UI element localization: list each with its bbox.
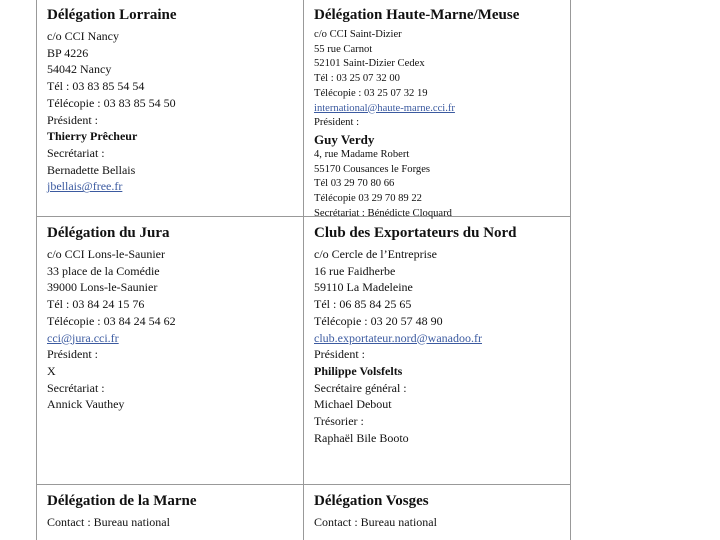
phone-line: Tél : 03 83 85 54 54 [47, 79, 145, 94]
contact-name: Raphaël Bile Booto [314, 430, 409, 445]
president-name: Thierry Prêcheur [47, 129, 138, 144]
email-link[interactable]: jbellais@free.fr [47, 179, 123, 194]
contact-name: Michael Debout [314, 397, 392, 412]
phone-line: Tél : 06 85 84 25 65 [314, 297, 412, 312]
cell-delegation-marne [47, 492, 197, 531]
contact-line: Contact : Bureau national [47, 515, 170, 529]
secretariat-line: Secrétariat : Bénédicte Cloquard [314, 207, 452, 219]
role-label: Président : [47, 112, 98, 127]
role-label: Secrétaire général : [314, 380, 407, 395]
phone-line: Tél : 03 84 24 15 76 [47, 297, 145, 312]
fax-line: Télécopie : 03 84 24 54 62 [47, 313, 176, 328]
contact-name: Bernadette Bellais [47, 162, 136, 177]
contact-line: Contact : Bureau national [314, 515, 437, 529]
cell-club-exportateurs-nord [314, 224, 517, 446]
address-line: 4, rue Madame Robert [314, 148, 410, 160]
cell-title: Délégation Vosges [314, 493, 429, 509]
row-divider [36, 484, 570, 485]
fax-line: Télécopie : 03 20 57 48 90 [314, 313, 443, 328]
address-line: 59110 La Madeleine [314, 280, 413, 295]
cell-title: Délégation Haute-Marne/Meuse [314, 7, 520, 23]
cell-title: Délégation Lorraine [47, 7, 177, 23]
role-label: Président : [314, 347, 365, 362]
cell-delegation-vosges [314, 492, 437, 531]
fax-line: Télécopie : 03 83 85 54 50 [47, 95, 176, 110]
cell-delegation-lorraine [47, 6, 177, 195]
address-line: c/o CCI Nancy [47, 29, 119, 43]
role-label: Président : [47, 347, 98, 362]
cell-title: Club des Exportateurs du Nord [314, 225, 517, 241]
role-label: Président : [314, 117, 360, 129]
president-name: Guy Verdy [314, 131, 375, 147]
role-label: Trésorier : [314, 414, 364, 429]
cell-title: Délégation de la Marne [47, 493, 197, 509]
phone-line: Tél : 03 25 07 32 00 [314, 73, 400, 85]
address-line: c/o Cercle de l’Entreprise [314, 247, 437, 261]
address-line: 16 rue Faidherbe [314, 263, 396, 278]
president-name: X [47, 363, 56, 378]
address-line: 55170 Cousances le Forges [314, 163, 431, 175]
phone-line: Tél 03 29 70 80 66 [314, 178, 395, 190]
address-line: 39000 Lons-le-Saunier [47, 280, 158, 295]
fax-line: Télécopie 03 29 70 89 22 [314, 193, 422, 205]
address-line: 52101 Saint-Dizier Cedex [314, 58, 425, 70]
role-label: Secrétariat : [47, 380, 105, 395]
address-line: BP 4226 [47, 45, 89, 60]
address-line: c/o CCI Saint-Dizier [314, 29, 402, 40]
cell-title: Délégation du Jura [47, 225, 170, 241]
cell-delegation-jura [47, 224, 176, 413]
column-divider [303, 0, 304, 540]
address-line: 33 place de la Comédie [47, 263, 160, 278]
address-line: 54042 Nancy [47, 62, 112, 77]
address-line: 55 rue Carnot [314, 43, 373, 55]
email-link[interactable]: club.exportateur.nord@wanadoo.fr [314, 330, 482, 345]
fax-line: Télécopie : 03 25 07 32 19 [314, 87, 428, 99]
role-label: Secrétariat : [47, 145, 105, 160]
cell-delegation-haute-marne-meuse [314, 6, 519, 221]
president-name: Philippe Volsfelts [314, 363, 403, 378]
contact-name: Annick Vauthey [47, 397, 125, 412]
email-link[interactable]: cci@jura.cci.fr [47, 330, 119, 345]
email-link[interactable]: international@haute-marne.cci.fr [314, 102, 455, 114]
address-line: c/o CCI Lons-le-Saunier [47, 247, 165, 261]
